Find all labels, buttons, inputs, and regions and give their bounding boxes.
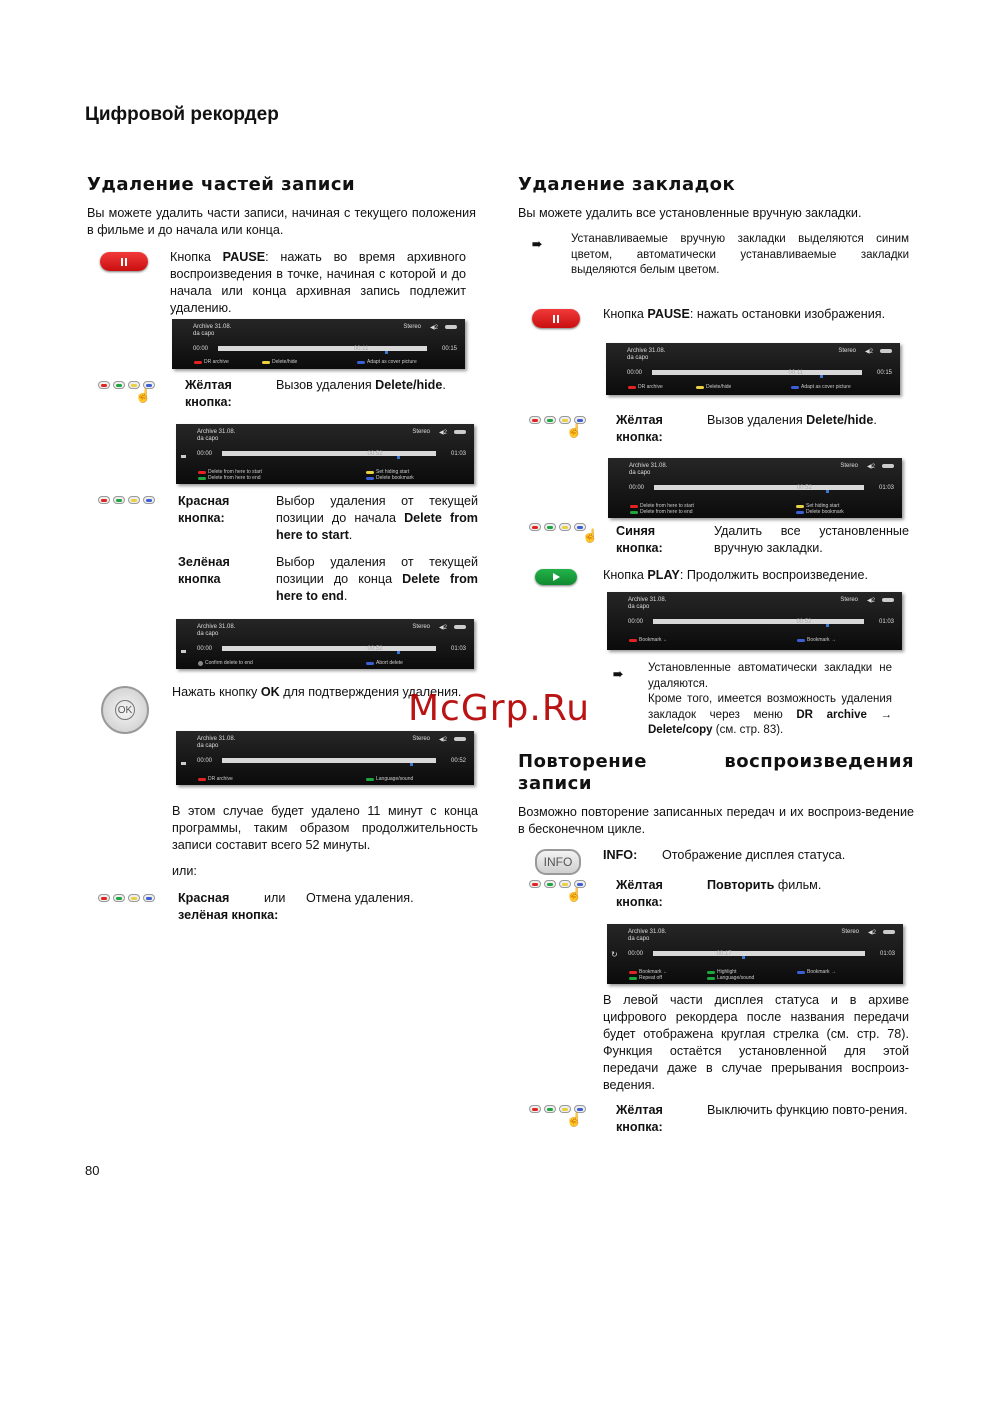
hand-pointer-icon: ☝ [566, 887, 583, 902]
repeat-icon: ↻ [611, 950, 618, 959]
play-icon [553, 573, 560, 581]
yellow-key-desc-4: Выключить функцию повто-рения. [707, 1103, 908, 1117]
repeat-intro: Возможно повторение записанных передач и их воспроиз-ведение в бесконечном цикле. [518, 805, 914, 836]
cancel-label-or: или [264, 891, 286, 905]
play-instruction: Кнопка PLAY: Продолжить воспроизведение. [603, 568, 868, 582]
pause-button [100, 252, 148, 271]
ok-instruction: Нажать кнопку OK для подтверждения удаления. [172, 685, 462, 699]
yellow-key-desc-2: Вызов удаления Delete/hide. [707, 413, 877, 427]
blue-key-label: Синяя кнопка: [616, 524, 663, 555]
repeat-heading-a: Повторение [518, 751, 647, 772]
yellow-key-desc: Вызов удаления Delete/hide. [276, 378, 446, 392]
yellow-key-label: Жёлтая кнопка: [185, 378, 232, 409]
pause-instruction: Кнопка PAUSE: нажать во время архивного воспроизведения в точке, начиная с которой и до начала или конца архивная запись подлежит удалению. [170, 250, 466, 315]
status-display-7: Archive 31.08. da capo Stereo ◀2 00:00 00:52 01:03 Bookmark ← Bookmark → [607, 592, 902, 650]
color-keys-red [98, 496, 155, 504]
info-desc: Отображение дисплея статуса. [662, 848, 846, 862]
cancel-label-1: Красная [178, 891, 230, 905]
cancel-label-2: зелёная кнопка: [178, 908, 279, 922]
ok-button: OK [101, 686, 149, 734]
cancel-desc: Отмена удаления. [306, 891, 414, 905]
status-display-4: Archive 31.08. da capo Stereo ◀2 00:00 00:52 DR archive Language/sound [176, 731, 474, 785]
pause-button-2 [532, 309, 580, 328]
status-display-3: Archive 31.08. da capo Stereo ◀2 00:00 00:52 01:03 Confirm delete to end Abort delete [176, 619, 474, 669]
play-button [535, 569, 577, 585]
right-intro: Вы можете удалить все установленные вручную закладки. [518, 206, 862, 220]
pause-icon [553, 315, 559, 323]
or-text: или: [172, 864, 197, 878]
pause-icon [121, 258, 127, 266]
yellow-key-label-4: Жёлтая кнопка: [616, 1103, 663, 1134]
green-key-label: Зелёная кнопка [178, 555, 230, 586]
repeat-heading-b: воспроизведения [724, 751, 914, 772]
hand-pointer-icon: ☝ [566, 423, 583, 438]
red-key-label: Красная кнопка: [178, 494, 230, 525]
result-text: В этом случае будет удалено 11 минут с конца программы, таким образом продолжительность записи составит всего 52 минуты. [172, 804, 478, 852]
status-display-1: Archive 31.08. da capo Stereo ◀2 00:00 00:11 00:15 DR archive Delete/hide Adapt as cover picture [172, 319, 465, 369]
red-key-desc: Выбор удаления от текущей позиции до начала Delete from here to start. [276, 494, 478, 542]
repeat-heading-c: записи [518, 773, 592, 794]
watermark: McGrp.Ru [408, 688, 591, 729]
left-intro: Вы можете удалить части записи, начиная с текущего положения в фильме и до начала или конца. [87, 206, 476, 237]
green-key-desc: Выбор удаления от текущей позиции до конца Delete from here to end. [276, 555, 478, 603]
hand-pointer-icon: ☝ [566, 1112, 583, 1127]
color-keys-blue [529, 523, 586, 531]
status-display-8: Archive 31.08. da capo Stereo ◀2 ↻ 00:00 00:17 01:03 Bookmark ← Repeat off Highlight Language/sound Bookmark → [607, 924, 903, 984]
auto-bookmark-note: Установленные автоматически закладки не удаляются. Кроме того, имеется возможность удаления закладок через меню DR archive → Delete/copy (см. стр. 83). [648, 662, 892, 736]
info-label: INFO: [603, 848, 638, 862]
hand-pointer-icon: ☝ [135, 388, 152, 403]
repeat-text: В левой части дисплея статуса и в архиве цифрового рекордера после названия передачи будет отображена круглая стрелка (см. стр. 78). Функция остаётся установленной для этой передачи даже в случае прерывания воспроиз-ведения. [603, 993, 909, 1092]
left-heading: Удаление частей записи [87, 174, 356, 195]
note-arrow-icon: ➠ [532, 237, 543, 251]
info-button: INFO [535, 849, 581, 875]
yellow-key-label-3: Жёлтая кнопка: [616, 878, 663, 909]
pause-instruction-2: Кнопка PAUSE: нажать остановки изображения. [603, 307, 886, 321]
right-heading: Удаление закладок [518, 174, 736, 195]
status-display-5: Archive 31.08. da capo Stereo ◀2 00:00 00:11 00:15 DR archive Delete/hide Adapt as cover picture [606, 343, 900, 395]
status-display-6: Archive 31.08. da capo Stereo ◀2 00:00 00:52 01:03 Delete from here to start Delete from here to end Set hiding start Delete bookmark [608, 458, 902, 518]
note-arrow-icon: ➠ [613, 667, 624, 681]
yellow-key-label-2: Жёлтая кнопка: [616, 413, 663, 444]
bookmark-note: Устанавливаемые вручную закладки выделяются синим цветом, автоматически устанавливаемые закладки выделяются белым цветом. [571, 233, 909, 276]
hand-pointer-icon: ☝ [582, 528, 599, 543]
yellow-key-desc-3: Повторить фильм. [707, 878, 822, 892]
color-keys-cancel [98, 894, 155, 902]
blue-key-desc: Удалить все установленные вручную закладки. [714, 524, 909, 555]
page-title: Цифровой рекордер [85, 104, 279, 125]
page-number: 80 [85, 1163, 100, 1178]
status-display-2: Archive 31.08. da capo Stereo ◀2 00:00 00:52 01:03 Delete from here to start Delete from here to end Set hiding start Delete bookmark [176, 424, 474, 484]
